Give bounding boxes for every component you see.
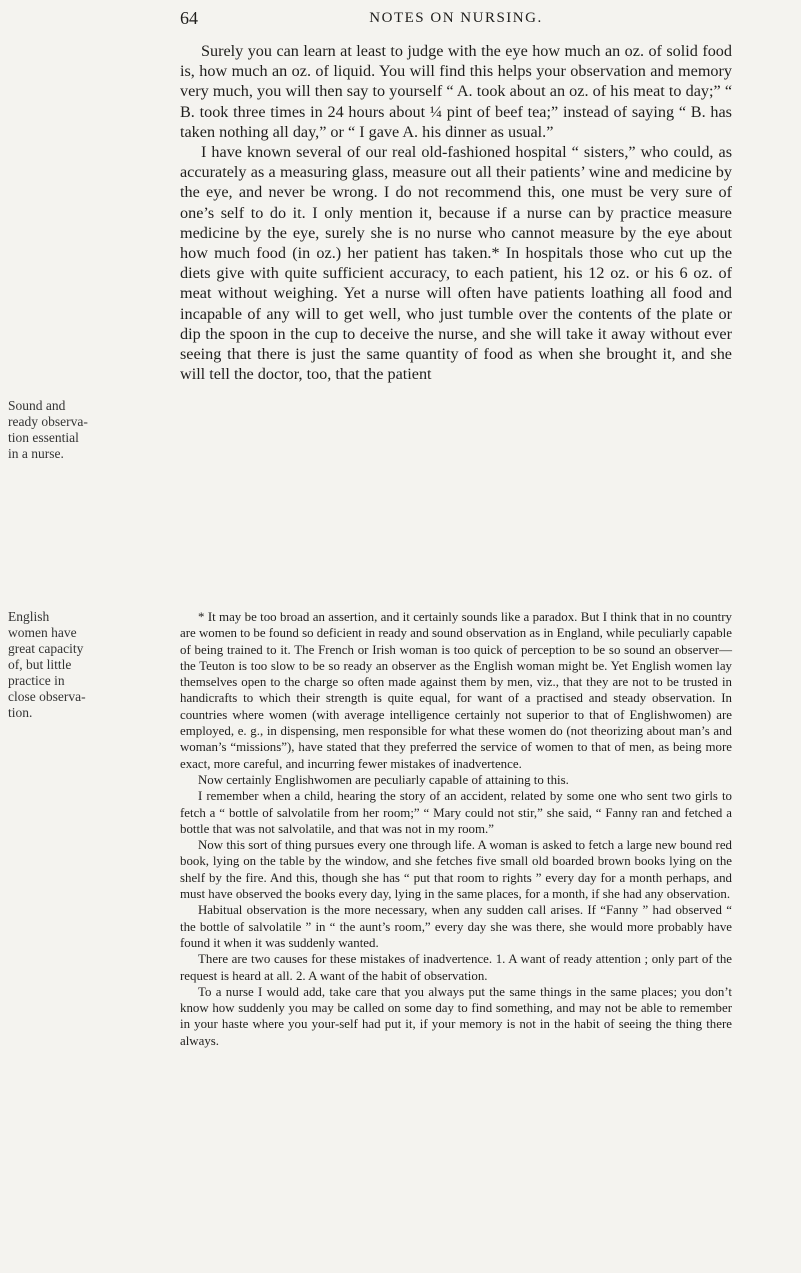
margin-note-english-women: English women have great capacity of, but little practice in close observa-tion. bbox=[8, 609, 86, 720]
footnote-paragraph: I remember when a child, hearing the story of an accident, related by some one who sent two girls to fetch a “ bottle of salvolatile from her room;” “ Mary could not stir,” she said, “ Fanny ran and fetched a bottle that was not salvolatile, and that was not in my room.” bbox=[180, 789, 732, 836]
footnote-paragraph: * It may be too broad an assertion, and it certainly sounds like a paradox. But I think that in no country are women to be found so deficient in ready and sound observation as in England, while peculiarly capable of being trained to it. The French or Irish woman is too quick of perception to be so sound an observer— the Teuton is too slow to be so ready an observer as the English woman might be. Yet English women lay themselves open to the charge so often made against them by men, viz., that they are not to be trusted in handicrafts to which their strength is quite equal, for want of a practised and steady observation. In countries where women (with average intelligence certainly not superior to that of Englishwomen) are employed, e. g., in dispensing, men responsible for what these women do (not theorizing about man’s and woman’s “missions”), have stated that they preferred the service of women to that of men, as being more exact, more careful, and incurring fewer mistakes of inadvertence. bbox=[180, 610, 732, 771]
running-head: NOTES ON NURSING. bbox=[369, 10, 543, 26]
body-paragraph: Surely you can learn at least to judge with the eye how much an oz. of solid food is, how much an oz. of liquid. You will find this helps your observation and memory very much, you will then say to yourself “ A. took about an oz. of his meat to day;” “ B. took three times in 24 hours about ¼ pint of beef tea;” instead of saying “ B. has taken nothing all day,” or “ I gave A. his dinner as usual.” bbox=[180, 42, 732, 141]
main-text bbox=[180, 41, 732, 384]
footnote-paragraph: To a nurse I would add, take care that you always put the same things in the same places; you don’t know how suddenly you may be called on some day to find something, and may not be able to remember in your haste where you your-self had put it, if your memory is not in the habit of seeing the thing there always. bbox=[180, 984, 732, 1048]
body-paragraph: I have known several of our real old-fashioned hospital “ sisters,” who could, as accurately as a measuring glass, measure out all their patients’ wine and medicine by the eye, and never be wrong. I do not recommend this, one must be very sure of one’s self to do it. I only mention it, because if a nurse can by practice measure medicine by the eye, surely she is no nurse who cannot measure by the eye about how much food (in oz.) her patient has taken.* In hospitals those who cut up the diets give with quite sufficient accuracy, to each patient, his 12 oz. or his 6 oz. of meat without weighing. Yet a nurse will often have patients loathing all food and incapable of any will to get well, who just tumble over the contents of the plate or dip the spoon in the cup to deceive the nurse, and she will take it away without ever seeing that there is just the same quantity of food as when she brought it, and she will tell the doctor, too, that the patient bbox=[180, 143, 732, 384]
footnote-paragraph: There are two causes for these mistakes of inadvertence. 1. A want of ready attention ; only part of the request is heard at all. 2. A want of the habit of observation. bbox=[180, 952, 732, 983]
footnote-block bbox=[180, 609, 732, 1049]
footnote-paragraph: Now certainly Englishwomen are peculiarly capable of attaining to this. bbox=[198, 772, 569, 787]
page-number: 64 bbox=[180, 8, 198, 28]
page-header bbox=[180, 8, 732, 32]
margin-note-sound-observation: Sound and ready observa-tion essential in a nurse. bbox=[8, 398, 88, 461]
footnote-paragraph: Habitual observation is the more necessary, when any sudden call arises. If “Fanny ” had observed “ the bottle of salvolatile ” in “ the aunt’s room,” every day she was there, she would more probably have found it when it was suddenly wanted. bbox=[180, 903, 732, 950]
footnote-paragraph: Now this sort of thing pursues every one through life. A woman is asked to fetch a large new bound red book, lying on the table by the window, and she fetches five small old boarded brown books lying on the shelf by the fire. And this, though she has “ put that room to rights ” every day for a month perhaps, and must have observed the books every day, lying in the same places, for a month, if she had any observation. bbox=[180, 838, 732, 902]
